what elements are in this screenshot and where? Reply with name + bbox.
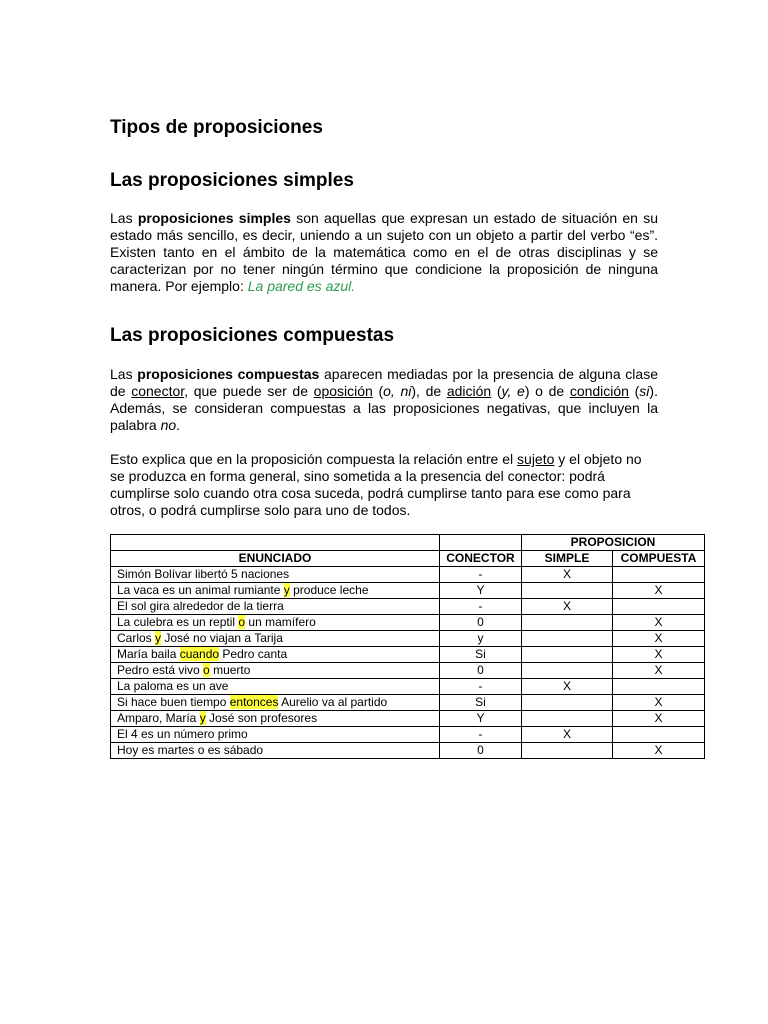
empty-header-cell	[111, 535, 440, 551]
propositions-table	[110, 534, 705, 759]
cell-conector: 0	[440, 663, 522, 679]
cell-compuesta: X	[613, 583, 705, 599]
cell-simple	[522, 583, 613, 599]
cell-conector: Y	[440, 583, 522, 599]
italic-term: no	[160, 417, 177, 433]
column-header-conector: CONECTOR	[440, 551, 522, 567]
enunciado-text: Hoy es martes o es sábado	[117, 743, 264, 757]
enunciado-text: Pedro está vivo	[117, 663, 204, 677]
enunciado-text: Simón Bolívar libertó 5 naciones	[117, 567, 290, 581]
cell-simple: X	[522, 599, 613, 615]
text-run: .	[176, 417, 181, 433]
underlined-term: condición	[569, 383, 629, 399]
text-run: Esto explica que en la proposición compuesta la relación entre el	[110, 451, 518, 467]
cell-conector: 0	[440, 615, 522, 631]
group-header-proposicion: PROPOSICION	[522, 535, 705, 551]
text-run: (	[372, 383, 384, 399]
text-run: Las	[110, 366, 138, 382]
cell-compuesta	[613, 727, 705, 743]
enunciado-text: un mamífero	[245, 615, 316, 629]
enunciado-text: José no viajan a Tarija	[161, 631, 283, 645]
cell-conector: Y	[440, 711, 522, 727]
text-run: ), de	[411, 383, 447, 399]
cell-compuesta: X	[613, 631, 705, 647]
highlighted-connector: cuando	[179, 647, 220, 661]
underlined-term: sujeto	[517, 451, 555, 467]
cell-compuesta	[613, 599, 705, 615]
cell-enunciado	[111, 615, 440, 631]
highlighted-connector: entonces	[229, 695, 279, 709]
text-run: , que puede ser de	[184, 383, 314, 399]
cell-enunciado	[111, 711, 440, 727]
cell-conector: -	[440, 567, 522, 583]
cell-simple: X	[522, 679, 613, 695]
cell-enunciado	[111, 695, 440, 711]
cell-enunciado	[111, 583, 440, 599]
enunciado-text: produce leche	[289, 583, 369, 597]
text-run: Las	[110, 210, 138, 226]
text-run: aparecen mediadas por la presencia de alguna clase de	[110, 366, 658, 399]
section-heading-compuestas: Las proposiciones compuestas	[110, 325, 395, 346]
table-row	[111, 599, 705, 615]
enunciado-text: muerto	[209, 663, 251, 677]
page-title: Tipos de proposiciones	[110, 117, 323, 138]
cell-compuesta: X	[613, 711, 705, 727]
text-run: (	[491, 383, 502, 399]
cell-enunciado	[111, 743, 440, 759]
cell-enunciado	[111, 679, 440, 695]
section-heading-simples: Las proposiciones simples	[110, 170, 354, 191]
highlighted-connector: o	[203, 663, 210, 677]
table-row	[111, 647, 705, 663]
enunciado-text: Carlos	[117, 631, 156, 645]
table-row	[111, 695, 705, 711]
enunciado-text: La paloma es un ave	[117, 679, 229, 693]
enunciado-text: María baila	[117, 647, 180, 661]
table-row	[111, 663, 705, 679]
cell-simple: X	[522, 567, 613, 583]
text-run: ) o de	[524, 383, 570, 399]
enunciado-text: José son profesores	[205, 711, 318, 725]
example-text: La pared es azul.	[247, 278, 356, 294]
cell-conector: -	[440, 599, 522, 615]
cell-simple	[522, 615, 613, 631]
bold-term: proposiciones compuestas	[137, 366, 320, 382]
cell-conector: 0	[440, 743, 522, 759]
cell-enunciado	[111, 663, 440, 679]
cell-enunciado	[111, 599, 440, 615]
highlighted-connector: y	[199, 711, 206, 725]
table-row	[111, 679, 705, 695]
enunciado-text: Pedro canta	[219, 647, 288, 661]
enunciado-text: La vaca es un animal rumiante	[117, 583, 284, 597]
bold-term: proposiciones simples	[137, 210, 291, 226]
cell-simple	[522, 647, 613, 663]
cell-simple	[522, 663, 613, 679]
text-run: son aquellas que expresan un estado de situación en su estado más sencillo, es decir, uniendo a un sujeto con un objeto a partir del verbo “es”. Existen tanto en el ámbito de la matemática como en el de otras disciplinas y se caracterizan por no tener ningún término que condicione la proposición de ninguna manera. Por ejemplo:	[110, 210, 658, 294]
paragraph-explicacion	[110, 451, 658, 519]
table-row	[111, 727, 705, 743]
cell-conector: -	[440, 727, 522, 743]
cell-compuesta: X	[613, 663, 705, 679]
cell-compuesta: X	[613, 695, 705, 711]
paragraph-compuestas	[110, 366, 658, 434]
cell-compuesta	[613, 567, 705, 583]
cell-compuesta	[613, 679, 705, 695]
table-row	[111, 631, 705, 647]
underlined-term: adición	[446, 383, 492, 399]
underlined-term: oposición	[313, 383, 373, 399]
cell-conector: Si	[440, 695, 522, 711]
column-header-simple: SIMPLE	[522, 551, 613, 567]
highlighted-connector: y	[155, 631, 162, 645]
enunciado-text: La culebra es un reptil	[117, 615, 239, 629]
text-run: y el objeto no se produzca en forma general, sino sometida a la presencia del conector: podrá cumplirse solo cuando otra cosa suceda, podrá cumplirse tanto para ese como para otros, o podrá cumplirse solo para uno de todos.	[110, 451, 642, 518]
cell-conector: y	[440, 631, 522, 647]
table-group-header-row	[111, 535, 705, 551]
cell-simple: X	[522, 727, 613, 743]
paragraph-simples	[110, 210, 658, 295]
enunciado-text: El 4 es un número primo	[117, 727, 248, 741]
table-row	[111, 743, 705, 759]
italic-term: y, e	[501, 383, 525, 399]
cell-simple	[522, 711, 613, 727]
column-header-compuesta: COMPUESTA	[613, 551, 705, 567]
underlined-term: conector	[131, 383, 185, 399]
enunciado-text: Aurelio va al partido	[278, 695, 388, 709]
cell-enunciado	[111, 647, 440, 663]
cell-simple	[522, 695, 613, 711]
cell-compuesta: X	[613, 615, 705, 631]
cell-enunciado	[111, 631, 440, 647]
enunciado-text: Si hace buen tiempo	[117, 695, 230, 709]
empty-header-cell	[440, 535, 522, 551]
cell-simple	[522, 631, 613, 647]
cell-conector: -	[440, 679, 522, 695]
cell-compuesta: X	[613, 647, 705, 663]
text-run: ). Además, se consideran compuestas a las proposiciones negativas, que incluyen la palabra	[110, 383, 658, 433]
table-row	[111, 583, 705, 599]
cell-enunciado	[111, 727, 440, 743]
highlighted-connector: y	[283, 583, 290, 597]
table-row	[111, 711, 705, 727]
table-header-row	[111, 551, 705, 567]
italic-term: o, ni	[383, 383, 412, 399]
cell-enunciado	[111, 567, 440, 583]
cell-conector: Si	[440, 647, 522, 663]
highlighted-connector: o	[238, 615, 246, 629]
table-row	[111, 567, 705, 583]
cell-compuesta: X	[613, 743, 705, 759]
column-header-enunciado: ENUNCIADO	[111, 551, 440, 567]
cell-simple	[522, 743, 613, 759]
text-run: (	[628, 383, 640, 399]
italic-term: si	[639, 383, 650, 399]
table-row	[111, 615, 705, 631]
enunciado-text: Amparo, María	[117, 711, 200, 725]
enunciado-text: El sol gira alrededor de la tierra	[117, 599, 284, 613]
